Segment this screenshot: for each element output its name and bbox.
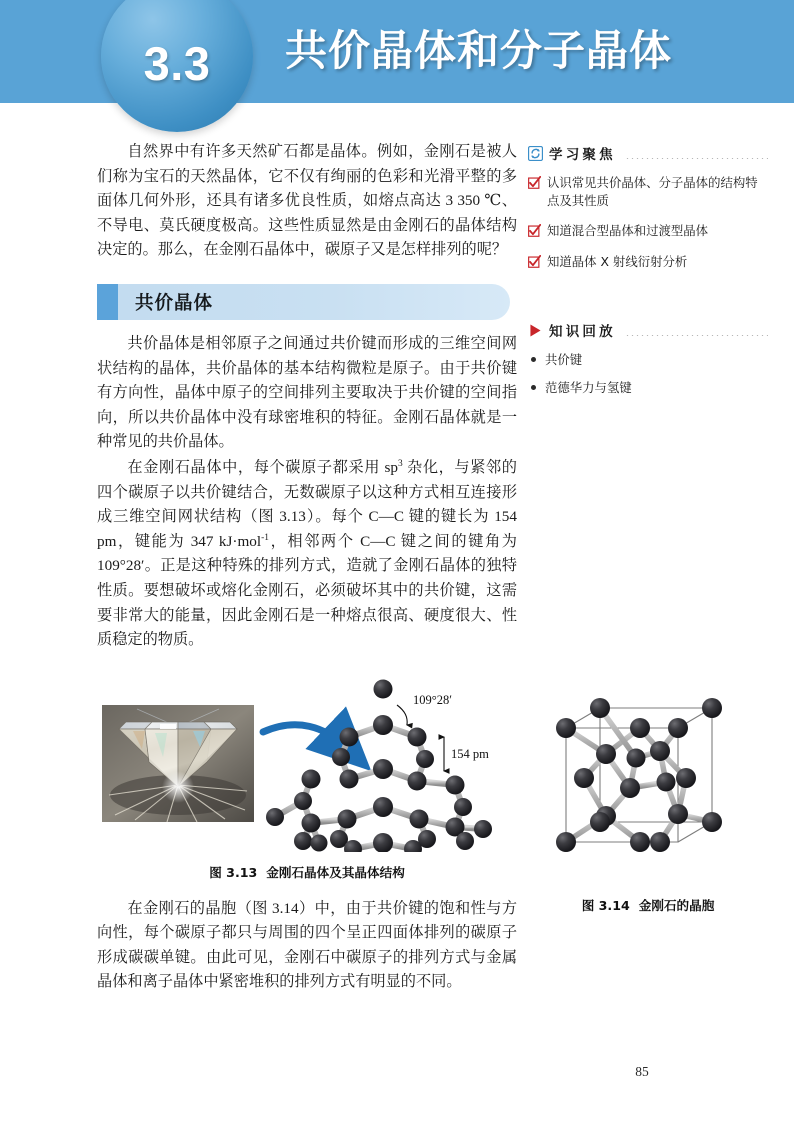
diamond-photo	[102, 705, 254, 822]
learning-focus-dotted-rule	[625, 148, 768, 159]
figure-3-14-graphic	[548, 696, 748, 871]
learning-focus-item	[528, 253, 768, 271]
page-title: 共价晶体和分子晶体	[285, 26, 673, 75]
knowledge-recall-dotted-rule	[625, 325, 768, 336]
diamond-lattice-model	[266, 679, 492, 852]
figure-3-14-number: 图 3.14	[581, 898, 630, 913]
figure-3-14	[548, 696, 748, 881]
section-number-circle	[101, 0, 253, 132]
figure-3-13-caption	[97, 862, 517, 881]
pointer-arrow-icon	[263, 724, 346, 746]
para3-part-c: ，相邻两个 C—C 键之间的键角为 109°28′。正是这种特殊的排列方式，造就了金刚石晶体的独特性质。要想破坏或熔化金刚石，必须破坏其中的共价键，这需要非常大的能量，因此金刚石是一种熔点很高、硬度很大、性质稳定的物质。	[97, 532, 517, 649]
paragraph-covalent-crystal: 共价晶体是相邻原子之间通过共价键而形成的三维空间网状结构的晶体，共价晶体的基本结构微粒是原子。由于共价键有方向性，晶体中原子的空间排列主要取决于共价键的空间指向，所以共价晶体中没有球密堆积的特征。金刚石晶体就是一种常见的共价晶体。	[97, 334, 517, 451]
para3-part-a: 在金刚石晶体中，每个碳原子都采用 sp	[127, 458, 398, 476]
section-heading	[97, 284, 510, 320]
knowledge-recall-title: 知识回放	[549, 324, 616, 340]
learning-focus-header	[528, 143, 768, 163]
angle-annotation: 109°28′	[413, 692, 452, 707]
length-annotation: 154 pm	[451, 746, 489, 761]
refresh-spiral-icon	[528, 146, 543, 161]
figure-3-14-caption	[528, 895, 768, 914]
unit-cell-atoms	[556, 698, 722, 852]
knowledge-recall-item-text: 共价键	[545, 352, 583, 367]
page-number: 85	[635, 1064, 649, 1079]
sp3-superscript: 3	[397, 458, 403, 469]
section-heading-accent-block	[97, 284, 118, 320]
sidebar-column	[528, 143, 768, 914]
figure-3-13-number: 图 3.13	[209, 864, 258, 880]
mol-superscript: -1	[261, 532, 269, 543]
learning-focus-item-text: 认识常见共价晶体、分子晶体的结构特点及其性质	[547, 175, 758, 208]
knowledge-recall-item	[528, 379, 768, 396]
checked-box-icon	[528, 224, 541, 237]
figure-3-13-caption-text: 金刚石晶体及其晶体结构	[266, 864, 405, 880]
figure-3-14-caption-text: 金刚石的晶胞	[638, 898, 715, 913]
section-heading-label: 共价晶体	[135, 292, 214, 314]
para3-part-b: 杂化，与紧邻的四个碳原子以共价键结合，无数碳原子以这种方式相互连接形成三维空间网状结构（图 3.13）。每个 C—C 键的键长为 154 pm，键能为 347 kJ·mol	[97, 458, 517, 550]
knowledge-recall-block	[528, 320, 768, 396]
learning-focus-item	[528, 222, 768, 240]
page-header-band	[0, 0, 794, 103]
checked-box-icon	[528, 176, 541, 189]
bullet-dot-icon	[531, 357, 536, 362]
knowledge-recall-item-text: 范德华力与氢键	[545, 380, 632, 395]
figure-3-13	[97, 667, 517, 852]
learning-focus-item	[528, 174, 768, 209]
intro-paragraph: 自然界中有许多天然矿石都是晶体。例如，金刚石是被人们称为宝石的天然晶体，它不仅有绚丽的色彩和光滑平整的多面体几何外形，还具有诸多优良性质，如熔点高达 3 350 ℃、不导电、莫氏硬度极高。这些性质显然是由金刚石的晶体结构决定的。那么，在金刚石晶体中，碳原子又是怎样排列的呢？	[97, 143, 517, 259]
learning-focus-block	[528, 143, 768, 270]
play-triangle-icon	[528, 323, 543, 338]
learning-focus-item-text: 知道晶体 X 射线衍射分析	[547, 253, 688, 269]
bullet-dot-icon	[531, 385, 536, 390]
learning-focus-title: 学习聚焦	[549, 147, 616, 163]
figure-3-13-graphic	[97, 667, 517, 852]
paragraph-unit-cell: 在金刚石的晶胞（图 3.14）中，由于共价键的饱和性与方向性，每个碳原子都只与周围的四个呈正四面体排列的碳原子形成碳碳单键。由此可见，金刚石中碳原子的排列方式与金属晶体和离子晶体中紧密堆积的排列方式有明显的不同。	[97, 899, 517, 991]
knowledge-recall-header	[528, 320, 768, 340]
learning-focus-item-text: 知道混合型晶体和过渡型晶体	[547, 223, 709, 238]
angle-leader-line	[397, 705, 407, 725]
section-number: 3.3	[143, 36, 211, 90]
checked-box-icon	[528, 255, 541, 268]
main-content-column	[97, 140, 517, 996]
knowledge-recall-item	[528, 351, 768, 368]
paragraph-diamond-structure	[97, 456, 517, 653]
